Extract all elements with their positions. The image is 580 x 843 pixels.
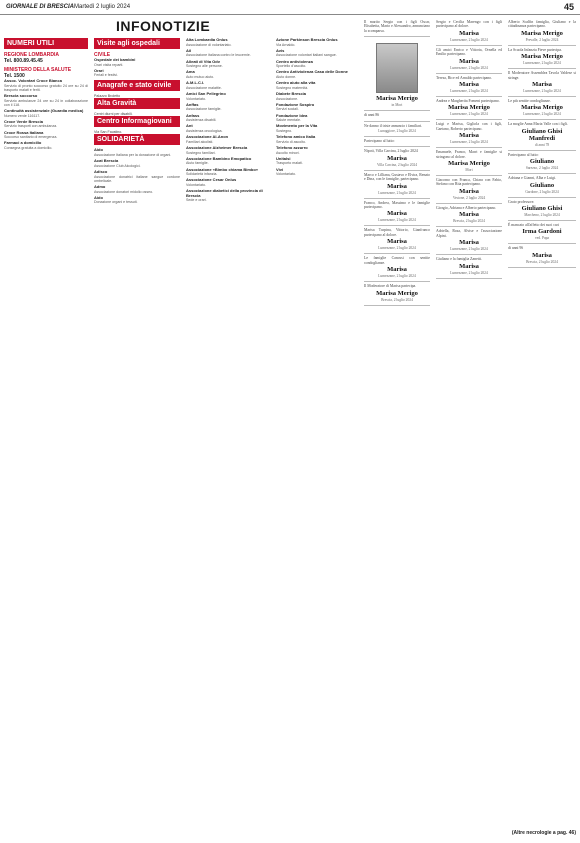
page-number: 45 (563, 2, 574, 12)
obituary-notice (508, 97, 576, 120)
obituary-notice (508, 69, 576, 97)
info-entry-title: Anfass (186, 112, 200, 118)
info-entry (186, 124, 270, 133)
obituary-notice (364, 37, 430, 111)
info-entry (186, 146, 270, 155)
info-entry (186, 92, 270, 101)
obituary-text: Alberto Scalfin famiglia, Giuliano e la cittadinanza partecipano. (508, 20, 576, 29)
info-entry-title: Avis (276, 47, 285, 53)
info-entry (276, 38, 360, 47)
obituary-signature: Vestone, 2 luglio 2024 (452, 195, 486, 200)
obituary-signature: Lumezzane, 2 luglio 2024 (450, 89, 488, 94)
info-entry-title: Movimento per la Vita (276, 123, 318, 129)
ministry-label: MINISTERO DELLA SALUTE (4, 67, 72, 73)
obituary-text: Giorgio, Adriana e Alberto partecipano. (436, 205, 497, 210)
obituary-signature: Marcheno, 2 luglio 2024 (524, 213, 560, 218)
info-entry-text: Associazione malattie. (186, 85, 222, 90)
deceased-name: Irma Gardoni (522, 228, 562, 236)
info-entry-text: Associazione famiglie. (186, 107, 222, 112)
obituary-notice (436, 227, 502, 255)
obituary-signature: Mori (465, 168, 473, 173)
info-entry-title: Telefono amico Italia (276, 134, 316, 140)
obituary-signature: Lumezzane, 2 luglio 2024 (523, 89, 561, 94)
deceased-name: Marisa Merigo (448, 104, 490, 112)
obituary-column-2 (436, 18, 502, 826)
info-entry-title: Brescia soccorso (4, 93, 38, 98)
info-entry-title: Alta Lombardia Onlus (186, 38, 228, 42)
obituary-signature: Brescia, 2 luglio 2024 (453, 219, 485, 224)
info-entry-text: Associazione Italiana per la donazione di organi. (94, 153, 172, 158)
info-entry (186, 168, 270, 177)
visite-sub: CIVILE (94, 52, 111, 58)
obituary-text: Adriella, Rosa, Alvise e l'associazione Alpini. (436, 229, 502, 238)
info-entry-title: Centro antiviolenza (276, 58, 313, 64)
info-entry-title: Acat Brescia (94, 158, 119, 164)
region-label: REGIONE LOMBARDIA (4, 52, 59, 58)
obituary-notice (436, 176, 502, 204)
info-entry-title: Centro Antiviolenza Casa delle Donne (276, 69, 348, 75)
obituary-notice (436, 46, 502, 74)
info-entry (276, 60, 360, 69)
deceased-name: Marisa (387, 154, 407, 162)
info-entry (4, 79, 88, 92)
info-entry-text: Servizio di pronto soccorso gratuito 24 ore su 24 di trasporto malati e feriti. (4, 83, 88, 92)
obituary-notice (364, 226, 430, 254)
obituary-notice (436, 18, 502, 46)
deceased-name: Marisa (459, 132, 479, 140)
deceased-name: Marisa (532, 251, 552, 259)
info-entry-text: Servizio di ascolto. (276, 139, 306, 144)
info-entry (4, 131, 88, 140)
deceased-name: Marisa (459, 57, 479, 65)
info-entry-title: Ama (186, 69, 195, 75)
infonotizie-section (4, 16, 360, 816)
obituary-notice (508, 46, 576, 69)
obituary-text: Le più sentite condoglianze. (508, 99, 551, 104)
info-entry-title: Assoc. Volontari Croce Bianca (4, 78, 62, 83)
obituary-signature: ved. Papa (535, 236, 549, 241)
obituary-notice (436, 204, 502, 227)
info-entry (276, 114, 360, 123)
info-entry (4, 94, 88, 107)
deceased-name: Giuliano (529, 158, 555, 166)
info-column-1 (4, 38, 88, 816)
anagrafe-header: Anagrafe e stato civile (94, 80, 180, 91)
deceased-name: Marisa (387, 238, 407, 246)
obituary-column-1 (364, 18, 430, 826)
obituary-signature: Lumezzane, 2 luglio 2024 (378, 190, 416, 195)
anagrafe-text: Palazzo Broletto (94, 93, 121, 98)
obituary-text: È mancato all'affetto dei suoi cari (508, 223, 559, 228)
obituary-text: Ne danno il triste annuncio i familiari. (364, 123, 423, 128)
info-entry-text: Associazione donatori midollo osseo. (94, 189, 154, 194)
info-column-3 (186, 38, 270, 816)
deceased-name: Marisa (387, 210, 407, 218)
obituary-notice (364, 111, 430, 121)
info-entry (276, 103, 360, 112)
obituary-notice (508, 151, 576, 174)
ministry-phone: Tel. 1500 (4, 73, 25, 79)
info-entry (186, 135, 270, 144)
obituary-text: Partecipano al lutto: (364, 139, 395, 144)
info-entry (4, 120, 88, 129)
obituary-signature: Lunaggiore, 2 luglio 2024 (378, 129, 416, 134)
info-entry-text: Associazione donatrici italiane sangue cordone ombelicale. (94, 174, 180, 183)
deceased-name: Marisa (459, 239, 479, 247)
obituary-text: Marisa Turpina, Vittorio, Gianfranco partecipano al dolore. (364, 228, 430, 237)
obituary-signature: in Mori (391, 103, 403, 108)
obituary-text: Adriana e Gianni, Alba e Luigi. (508, 176, 556, 181)
info-entry-text: Sportello d'ascolto. (276, 64, 307, 69)
obituary-notice (508, 18, 576, 46)
info-entry-title: Alleati di Vita Odv (186, 58, 220, 64)
obituary-text: Franco, Andrea, Massimo e le famiglie partecipano. (364, 200, 430, 210)
obituary-column-3 (508, 18, 576, 826)
info-entry-title: Azione Parkinson Brescia Onlus (276, 38, 338, 42)
deceased-name: Marisa (459, 81, 479, 89)
obituary-signature: di anni 78 (534, 142, 550, 147)
obituary-notice (364, 18, 430, 37)
deceased-name: Marisa (387, 182, 407, 190)
info-entry (94, 159, 180, 168)
info-entry-text: Donazione organi e tessuti. (94, 200, 138, 205)
region-phone: Tel. 800.89.45.45 (4, 58, 43, 64)
info-entry-title: Orari (94, 67, 104, 73)
info-entry (276, 135, 360, 144)
info-entry-title: Aido (94, 147, 103, 153)
info-entry-title: Fondazione Sospiro (276, 101, 315, 107)
obituary-text: Teresa, Bice ed Arnaldo partecipano. (436, 75, 493, 80)
info-entry-title: Associazione Alzheimer Brescia (186, 144, 248, 150)
info-entry-text: Associazione di volontariato. (186, 42, 232, 47)
obituary-notice (364, 254, 430, 282)
info-entry-title: Associazione Al-Anon (186, 134, 229, 140)
obituary-signature: Brescia, 2 luglio 2024 (381, 297, 413, 302)
info-entry (186, 103, 270, 112)
centro-header: Centro Informagiovani (94, 116, 180, 127)
obituary-notice (364, 147, 430, 170)
centro-text: Via San Faustino. (94, 130, 123, 135)
obituary-signature: Brescia, 2 luglio 2024 (526, 259, 558, 264)
deceased-name: Giuliano Ghisi (521, 205, 563, 213)
info-entry (94, 196, 180, 205)
obituary-text: La moglie Anna Maria Valle con i figli. (508, 122, 568, 127)
info-entry-title: Croce Rossa Italiana (4, 129, 44, 135)
obituary-text: Giuliano e la famiglia Zanetti. (436, 257, 482, 262)
info-entry-text: Servizio trasporti con ambulanza. (4, 124, 58, 129)
info-entry (94, 185, 180, 194)
info-entry-text: Orari visita reparti. (94, 62, 124, 67)
info-entry-text: Ascolto minori. (276, 150, 300, 155)
info-entry-title: Associazione Bambino Emopatico (186, 155, 252, 161)
info-entry (276, 146, 360, 155)
info-entry-text: Associazione italiana contro le leucemie. (186, 53, 251, 58)
obituary-text: Giacomo con Franca, Chiara con Fabio, Stefano con Rita partecipano. (436, 178, 502, 187)
info-entry-text: Numero verde 116117. (4, 113, 41, 118)
obituary-notice (436, 255, 502, 278)
obituary-notice (364, 171, 430, 199)
info-entry-title: Farmaci a domicilio (4, 140, 42, 146)
info-entry-text: Sostegno alle persone. (186, 64, 223, 69)
deceased-name: Marisa (532, 81, 552, 89)
alta-gravita-header: Alta Gravità (94, 98, 180, 109)
info-entry (4, 109, 88, 118)
obituary-notice (508, 244, 576, 267)
visite-header: Visite agli ospedali (94, 38, 180, 49)
obituary-signature: Sarezzo, 2 luglio 2024 (525, 166, 559, 171)
info-entry (276, 70, 360, 79)
info-entry-text: Assistenza oncologica. (186, 128, 223, 133)
obituary-signature: Lumezzane, 2 luglio 2024 (450, 270, 488, 275)
info-entry-title: Fondazione Idea (276, 112, 308, 118)
obituary-signature: Prevalle, 2 luglio 2024 (525, 37, 559, 42)
info-entry (186, 178, 270, 187)
info-entry-title: Associazione «Bimbo chiama Bimbo» (186, 166, 259, 172)
info-column-4 (276, 38, 360, 816)
info-entry (276, 157, 360, 166)
info-entry-text: Aiuto famiglie. (186, 161, 209, 166)
deceased-name: Marisa Merigo (521, 104, 563, 112)
info-entry-text: Servizio ambulanze 24 ore su 24 in collaborazione con il 118. (4, 98, 88, 107)
obituary-text: Gli amici Enrico e Vittoria, Ornella ed Emilio partecipano. (436, 47, 502, 57)
deceased-name: Marisa (459, 29, 479, 37)
info-entry (94, 58, 180, 67)
numeri-utili-header: NUMERI UTILI (4, 38, 88, 49)
obituary-text: Le famiglie Canossi con sentite condoglianze. (364, 256, 430, 265)
info-entry-text: Familiari alcolisti. (186, 139, 214, 144)
info-entry (186, 70, 270, 79)
info-entry (186, 189, 270, 202)
info-entry-text: Feriali e festivi. (94, 73, 118, 78)
info-entry-title: Continuità assistenziale (Guardia medica) (4, 108, 84, 113)
info-entry-title: Centro aiuto alla vita (276, 80, 316, 86)
info-entry (186, 38, 270, 47)
obituary-text: Grato professore. (508, 199, 535, 204)
obituary-text: La Scuola Infanzia Fieve partecipa. (508, 47, 562, 52)
info-entry-title: Vivi (276, 166, 284, 172)
info-entry-text: Aiuto donne. (276, 74, 297, 79)
info-entry-text: Associazione Club Alcologici. (94, 163, 141, 168)
info-entry (186, 114, 270, 123)
deceased-name: Marisa Merigo (521, 29, 563, 37)
obituary-signature: Lumezzane, 2 luglio 2024 (378, 218, 416, 223)
info-entry-title: Admo (94, 184, 106, 190)
info-entry-title: Amici San Pellegrino (186, 90, 226, 96)
obituary-text: Nipoti, Villa Carcina, 2 luglio 2024 (364, 149, 418, 154)
info-entry (186, 49, 270, 58)
info-entry-text: Sede e orari. (186, 198, 207, 203)
obituary-signature: Lumezzane, 2 luglio 2024 (450, 140, 488, 145)
info-entry-text: Associazione volontari italiani sangue. (276, 53, 337, 58)
obituary-signature: Lumezzane, 2 luglio 2024 (523, 61, 561, 66)
obituary-signature: Gardone, 2 luglio 2024 (525, 189, 559, 194)
obituaries-section (364, 16, 576, 826)
deceased-name: Giuliano (529, 181, 555, 189)
alta-gravita-text: Centri diurni per disabili. (94, 111, 133, 116)
solidarieta-header: SOLIDARIETÀ (94, 134, 180, 145)
info-entry-text: Salute mentale. (276, 118, 301, 123)
info-entry-title: Ant (186, 123, 193, 129)
info-entry (4, 141, 88, 150)
info-entry-text: Sostegno familiari. (186, 150, 216, 155)
obituary-notice (508, 221, 576, 244)
info-entry (186, 81, 270, 90)
info-entry (276, 124, 360, 133)
obituary-text: di anni 86 (364, 113, 380, 118)
info-entry-title: Adisco (94, 169, 108, 175)
info-column-2 (94, 38, 180, 816)
obituary-notice (364, 137, 430, 147)
obituary-text: Marco e Lilliana, Gustavo e Elvira, Renato e Dina, con le famiglie, partecipano. (364, 172, 430, 182)
footer-note: (Altre necrologie a pag. 46) (511, 830, 576, 836)
info-entry-title: Ospedale dei bambini (94, 57, 136, 62)
newspaper-name: GIORNALE DI BRESCIA (6, 4, 75, 10)
obituary-notice (364, 282, 430, 305)
info-entry-text: Volontariato. (276, 172, 296, 177)
obituary-notice (436, 120, 502, 148)
issue-date: Martedì 2 luglio 2024 (74, 4, 131, 10)
obituary-signature: Lumezzane, 2 luglio 2024 (450, 65, 488, 70)
page-header (0, 0, 580, 15)
deceased-name: Marisa Merigo (448, 160, 490, 168)
obituary-text: Sergio e Cecilia Marengo con i figli partecipano al dolore. (436, 20, 502, 29)
obituary-text: Il Moderatore Assemblea Tavola Valdese si stringe. (508, 71, 576, 80)
info-entry-text: Via Arnaldo. (276, 42, 296, 47)
obituary-text: Il marito Sergio con i figli Oscar, Elisabetta, Mario e Alessandro, annunciano la scomparsa. (364, 20, 430, 33)
obituary-text: Il Moderatore di Marisa partecipa. (364, 284, 417, 289)
obituary-notice (364, 122, 430, 137)
obituary-signature: Lumezzane, 2 luglio 2024 (523, 112, 561, 117)
obituary-notice (508, 120, 576, 150)
info-entry (94, 148, 180, 157)
info-entry-text: Consegna gratuita a domicilio. (4, 145, 53, 150)
info-entry-title: Croce Verde Brescia (4, 118, 43, 124)
info-entry-text: Associazione. (276, 96, 299, 101)
info-entry-title: Telefono azzurro (276, 144, 308, 150)
info-entry-title: Ail (186, 47, 192, 53)
obituary-signature: Lumezzane, 2 luglio 2024 (378, 274, 416, 279)
obituary-signature: Lumezzane, 2 luglio 2024 (378, 246, 416, 251)
info-entry (276, 92, 360, 101)
obituary-signature: Villa Carcina, 2 luglio 2024 (376, 162, 417, 167)
deceased-name: Marisa Merigo (376, 95, 418, 103)
info-entry (94, 170, 180, 183)
info-entry-text: Sostegno maternità. (276, 85, 309, 90)
info-entry (276, 81, 360, 90)
deceased-name: Giuliano Ghisi Manfredi (521, 127, 563, 142)
info-entry-text: Assistenza disabili. (186, 118, 217, 123)
obituary-signature: Lumezzane, 2 luglio 2024 (450, 247, 488, 252)
info-entry-text: Servizi sociali. (276, 107, 299, 112)
info-entry-title: Unitalsi (276, 155, 291, 161)
obituary-text: Andrea e Margherita Fomeni partecipano. (436, 99, 500, 104)
deceased-name: Marisa (459, 187, 479, 195)
deceased-name: Marisa (387, 266, 407, 274)
obituary-notice (436, 148, 502, 176)
info-entry (186, 60, 270, 69)
info-entry (186, 157, 270, 166)
obituary-text: Partecipano al lutto: (508, 152, 539, 157)
info-entry (276, 168, 360, 177)
portrait-photo (376, 43, 418, 93)
info-entry-title: Associazione Cesar Onlus (186, 177, 237, 183)
obituary-notice (508, 198, 576, 221)
info-entry-title: A.M.L.C.I. (186, 80, 205, 86)
info-entry-title: Diabete Brescia (276, 90, 307, 96)
info-entry-title: Aido (94, 194, 103, 200)
info-entry (276, 49, 360, 58)
obituary-notice (364, 199, 430, 227)
info-entry-text: Soccorso sanitario di emergenza. (4, 135, 58, 140)
info-entry (94, 69, 180, 78)
obituary-text: Emanuele, Franco, Marri e famiglie si stringono al dolore. (436, 150, 502, 159)
obituary-signature: Lumezzane, 2 luglio 2024 (450, 112, 488, 117)
deceased-name: Marisa Merigo (376, 289, 418, 297)
deceased-name: Marisa (459, 262, 479, 270)
info-entry-text: Trasporto malati. (276, 161, 303, 166)
info-entry-title: Anffas (186, 101, 199, 107)
info-entry-text: Volontariato. (186, 96, 206, 101)
info-entry-text: Solidarietà infanzia. (186, 172, 218, 177)
info-entry-text: Sostegno. (276, 128, 293, 133)
info-entry-text: Volontariato. (186, 182, 206, 187)
info-entry-text: Auto mutuo aiuto. (186, 74, 215, 79)
obituary-signature: Lumezzane, 2 luglio 2024 (450, 37, 488, 42)
obituary-notice (436, 74, 502, 97)
info-entry-title: Associazione diabetici della provincia di Brescia (186, 188, 263, 198)
obituary-text: di anni 96 (508, 246, 524, 251)
obituary-notice (436, 97, 502, 120)
deceased-name: Marisa Merigo (521, 53, 563, 61)
obituary-text: Luigi e Marisa, Gigliola con i figli, Gaetano, Roberto partecipano. (436, 122, 502, 131)
deceased-name: Marisa (459, 211, 479, 219)
section-title: INFONOTIZIE (116, 18, 211, 34)
obituary-notice (508, 174, 576, 197)
